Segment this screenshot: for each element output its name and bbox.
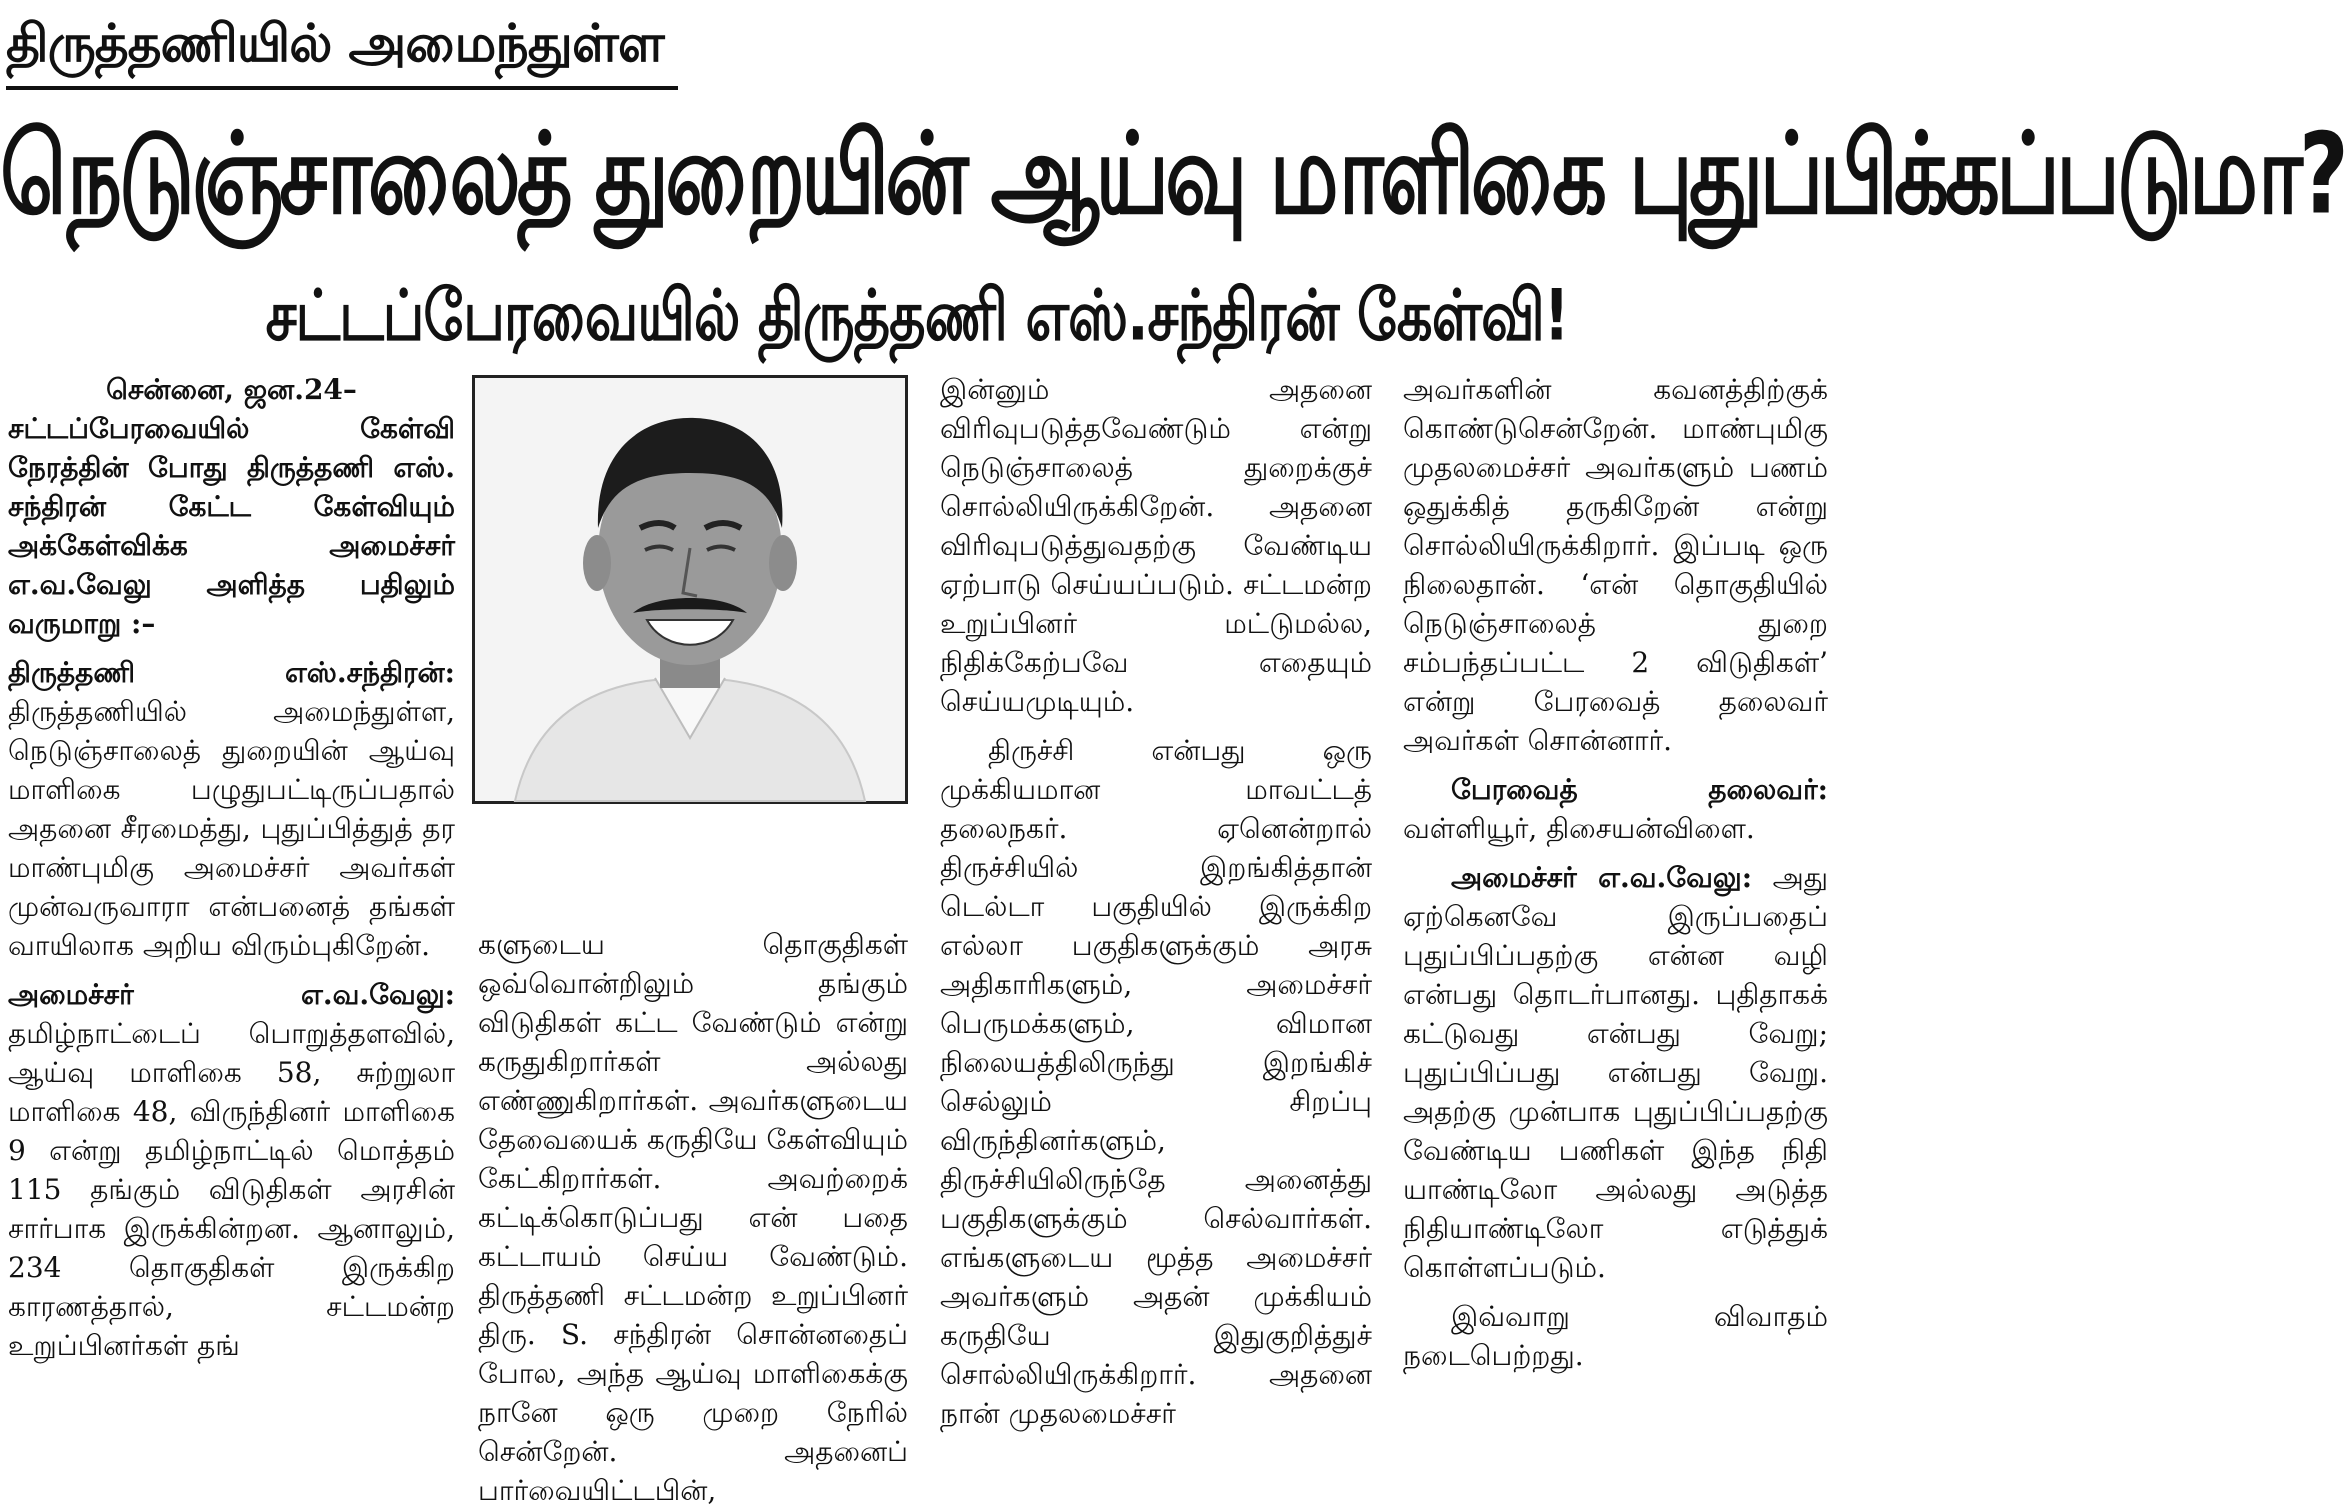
paragraph-5: திருச்சி என்பது ஒரு முக்கியமான மாவட்டத் தலைநகர். ஏனென்றால் திருச்சியில் இறங்கித்தான் டெல்டா பகுதியில் இருக்கிற எல்லா பகுதிகளுக்கும் அரசு அதிகாரிகளும், அமைச்சர் பெருமக்களும், விமான நிலையத்திலிருந்து இறங்கிச் செல்லும் சிறப்பு விருந்தினர்களும், திருச்சியிலிருந்தே அனைத்து பகுதிகளுக்கும் செல்வார்கள். எங்களுடைய மூத்த அமைச்சர் அவர்களும் அதன் முக்கியம் கருதியே இதுகுறித்துச் சொல்லியிருக்கிறார். அதனை நான் முதலமைச்சர் bbox=[940, 734, 1372, 1430]
paragraph-3: களுடைய தொகுதிகள் ஒவ்வொன்றிலும் தங்கும் விடுதிகள் கட்ட வேண்டும் என்று கருதுகிறார்கள் அல்லது எண்ணுகிறார்கள். அவர்களுடைய தேவையைக் கருதியே கேள்வியும் கேட்கிறார்கள். அவற்றைக் கட்டிக்கொடுப்பது என் பதை கட்டாயம் செய்ய வேண்டும். திருத்தணி சட்டமன்ற உறுப்பினர் திரு. S. சந்திரன் சொன்னதைப் போல, அந்த ஆய்வு மாளிகைக்கு நானே ஒரு முறை நேரில் சென்றேன். அதனைப் பார்வையிட்டபின், bbox=[478, 928, 908, 1507]
article-intro: சட்டப்பேரவையில் கேள்வி நேரத்தின் போது திருத்தணி எஸ். சந்திரன் கேட்ட கேள்வியும் அக்கேள்விக்க அமைச்சர் எ.வ.வேலு அளித்த பதிலும் வருமாறு :– bbox=[8, 412, 455, 640]
portrait-photo bbox=[472, 375, 908, 804]
article-column-1 bbox=[8, 370, 455, 1510]
speaker-label: பேரவைத் தலைவர்: bbox=[1451, 773, 1828, 806]
paragraph-text: திருத்தணியில் அமைந்துள்ள, நெடுஞ்சாலைத் துறையின் ஆய்வு மாளிகை பழுதுபட்டிருப்பதால் அதனை சீரமைத்து, புதுப்பித்துத் தர மாண்புமிகு அமைச்சர் அவர்கள் முன்வருவாரா என்பனைத் தங்கள் வாயிலாக அறிய விரும்புகிறேன். bbox=[8, 695, 455, 962]
article-headline: நெடுஞ்சாலைத் துறையின் ஆய்வு மாளிகை புதுப்பிக்கப்படுமா? bbox=[0, 110, 2345, 240]
paragraph-text: தமிழ்நாட்டைப் பொறுத்தளவில், ஆய்வு மாளிகை 58, சுற்றுலா மாளிகை 48, விருந்தினர் மாளிகை 9 என்று தமிழ்நாட்டில் மொத்தம் 115 தங்கும் விடுதிகள் அரசின் சார்பாக இருக்கின்றன. ஆனாலும், 234 தொகுதிகள் இருக்கிற காரணத்தால், சட்டமன்ற உறுப்பினர்கள் தங் bbox=[8, 1017, 455, 1362]
article-subheadline: சட்டப்பேரவையில் திருத்தணி எஸ்.சந்திரன் கேள்வி! bbox=[265, 275, 1569, 357]
speaker-label: திருத்தணி எஸ்.சந்திரன்: bbox=[8, 656, 455, 689]
paragraph-text: வள்ளியூர், திசையன்விளை. bbox=[1403, 812, 1755, 845]
article-column-3 bbox=[940, 370, 1372, 1510]
paragraph-6: அவர்களின் கவனத்திற்குக் கொண்டுசென்றேன். மாண்புமிகு முதலமைச்சர் அவர்களும் பணம் ஒதுக்கித் தருகிறேன் என்று சொல்லியிருக்கிறார். இப்படி ஒரு நிலைதான். ‘என் தொகுதியில் நெடுஞ்சாலைத் துறை சம்பந்தப்பட்ட 2 விடுதிகள்’ என்று பேரவைத் தலைவர் அவர்கள் சொன்னார். bbox=[1403, 373, 1828, 757]
speaker-label: அமைச்சர் எ.வ.வேலு: bbox=[8, 978, 455, 1011]
article-dateline: சென்னை, ஜன.24– bbox=[106, 373, 357, 406]
paragraph-text: அது ஏற்கெனவே இருப்பதைப் புதுப்பிப்பதற்கு என்ன வழி என்பது தொடர்பானது. புதிதாகக் கட்டுவது என்பது வேறு; புதுப்பிப்பது என்பது வேறு. அதற்கு முன்பாக புதுப்பிப்பதற்கு வேண்டிய பணிகள் இந்த நிதி யாண்டிலோ அல்லது அடுத்த நிதியாண்டிலோ எடுத்துக் கொள்ளப்படும். bbox=[1403, 861, 1828, 1284]
speaker-label: அமைச்சர் எ.வ.வேலு: bbox=[1451, 861, 1753, 894]
portrait-illustration bbox=[475, 378, 905, 801]
paragraph-8 bbox=[1403, 858, 1828, 1287]
paragraph-9: இவ்வாறு விவாதம் நடைபெற்றது. bbox=[1403, 1300, 1828, 1372]
paragraph-7 bbox=[1403, 770, 1828, 848]
paragraph-1 bbox=[8, 653, 455, 965]
article-kicker: திருத்தணியில் அமைந்துள்ள bbox=[6, 2, 678, 90]
article-column-4 bbox=[1403, 370, 1828, 1510]
article-column-2 bbox=[478, 925, 908, 1510]
paragraph-2 bbox=[8, 975, 455, 1365]
paragraph-4: இன்னும் அதனை விரிவுபடுத்தவேண்டும் என்று நெடுஞ்சாலைத் துறைக்குச் சொல்லியிருக்கிறேன். அதனை விரிவுபடுத்துவதற்கு வேண்டிய ஏற்பாடு செய்யப்படும். சட்டமன்ற உறுப்பினர் மட்டுமல்ல, நிதிக்கேற்பவே எதையும் செய்யமுடியும். bbox=[940, 373, 1372, 718]
